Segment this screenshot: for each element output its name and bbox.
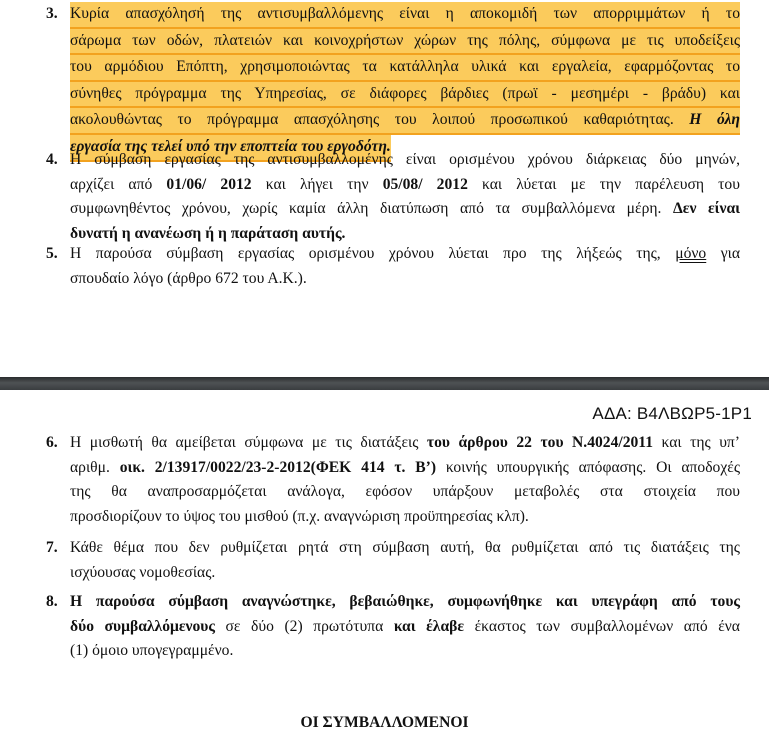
text-span: αριθμ. [70,458,120,476]
clause-5 [46,242,740,291]
clause-5-text [70,242,740,291]
clause-number: 3. [46,5,58,22]
document-page-lower [0,390,769,739]
text-line [70,173,740,198]
signatories-heading: ΟΙ ΣΥΜΒΑΛΛΟΜΕΝΟΙ [300,714,469,731]
clause-number: 8. [46,593,58,610]
clause-number: 4. [46,151,58,168]
bold-text: δύο συμβαλλόμενους [70,617,215,635]
text-line: προσδιορίζουν το ύψος του μισθού (π.χ. αναγνώριση προϋπηρεσίας κλπ). [70,507,529,525]
text-line [70,590,740,615]
text-span: Η μισθωτή θα αμείβεται σύμφωνα με τις διατάξεις [70,434,427,451]
clause-7-text [70,536,740,585]
emphasis-text-line: εργασία της τελεί υπό την εποπτεία του εργοδότη. [70,135,391,162]
text-line [70,456,740,481]
text-line [70,242,740,267]
bold-text: οικ. 2/13917/0022/23-2-2012(ΦΕΚ 414 τ. Β’) [119,458,437,476]
clause-4 [46,148,740,246]
clause-6 [46,431,740,529]
text-span: έκαστος των συμβαλλομένων από ένα [464,617,740,635]
bold-text: δυνατή η ανανέωση ή η παράταση αυτής. [70,224,346,242]
text-span: και λήγει την [251,175,383,193]
clause-number: 7. [46,539,58,556]
text-line: Κυρία απασχόλησή της αντισυμβαλλόμενης είναι η αποκομιδή των απορριμμάτων ή το [70,2,740,29]
emphasis-text: Η όλη [689,111,740,129]
text-line [70,197,740,222]
clause-3-text-highlighted [70,2,740,162]
text-line: σάρωμα των οδών, πλατειών και κοινοχρήστων χώρων της πόλης, σύμφωνα με τις υποδείξεις [70,29,740,56]
clause-6-text [70,431,740,529]
text-line: σύνηθες πρόγραμμα της Υπηρεσίας, σε διάφορες βάρδιες (πρωϊ - μεσημέρι - βράδυ) και [70,82,740,109]
clause-8 [46,590,740,664]
page-break-separator [0,377,769,390]
bold-text: Δεν είναι [673,200,740,218]
text-span: και λύεται με την παρέλευση του [467,175,740,193]
clause-8-text [70,590,740,664]
ada-code: ΑΔΑ: Β4ΛΒΩΡ5-1Ρ1 [592,404,752,423]
text-line: (1) όμοιο υπογεγραμμένο. [70,642,234,660]
clause-7 [46,536,740,585]
text-line [70,108,740,135]
text-line: Η σύμβαση εργασίας της αντισυμβαλλομένης είναι ορισμένου χρόνου διάρκειας δύο μηνών, [70,151,740,168]
start-date: 01/06/ 2012 [166,175,252,193]
text-span: Η παρούσα σύμβαση εργασίας ορισμένου χρόνου λύεται προ της λήξεώς της, [70,245,676,262]
text-span: σε δύο (2) πρωτότυπα [214,617,394,635]
clause-3 [46,2,740,162]
bold-text: και έλαβε [393,617,465,635]
end-date: 05/08/ 2012 [382,175,468,193]
text-span: αρχίζει από [70,175,167,193]
bold-text: του άρθρου 22 του Ν.4024/2011 [426,434,654,451]
text-span: συμφωνηθέντος χρόνου, χωρίς καμία άλλη διατύπωση από τα συμβαλλόμενα μέρη. [70,200,673,218]
text-line: του αρμόδιου Επόπτη, χρησιμοποιώντας τα κατάλληλα υλικά και εργαλεία, εφαρμόζοντας το [70,55,740,82]
clause-number: 5. [46,245,58,262]
text-line [70,615,740,640]
text-span: κοινής υπουργικής απόφασης. Οι αποδοχές [436,458,741,476]
clause-4-text [70,148,740,246]
text-line: Κάθε θέμα που δεν ρυθμίζεται ρητά στη σύμβαση αυτή, θα ρυθμίζεται από τις διατάξεις της [70,539,740,556]
text-line: σπουδαίο λόγο (άρθρο 672 του Α.Κ.). [70,269,307,287]
text-span: και της υπ’ [653,434,740,451]
underlined-text: μόνο [675,245,707,262]
clause-number: 6. [46,434,58,451]
text-line [70,431,740,456]
text-line: της θα αναπροσαρμόζεται ανάλογα, εφόσον υπάρξουν μεταβολές στα στοιχεία που [70,483,740,501]
bold-text: Η παρούσα σύμβαση αναγνώστηκε, βεβαιώθηκε, συμφωνήθηκε και υπεγράφη από τους [70,593,740,610]
text-line: ισχύουσας νομοθεσίας. [70,563,216,581]
text-span: ακολουθώντας το πρόγραμμα απασχόλησης του λοιπού προσωπικού καθαριότητας. [70,111,690,129]
text-span: για [706,245,740,262]
